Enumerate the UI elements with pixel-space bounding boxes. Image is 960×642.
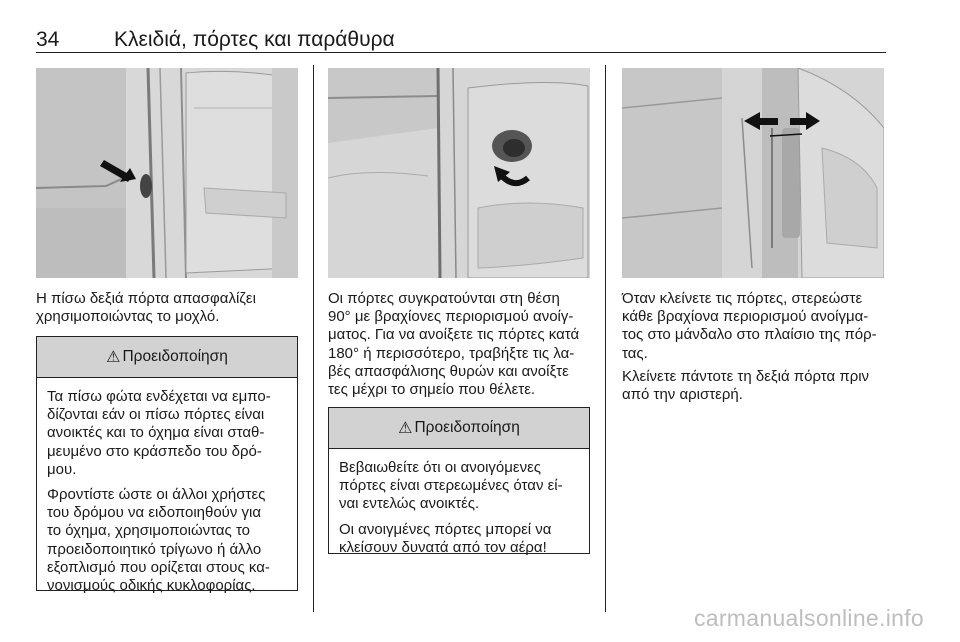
warning-paragraph: Βεβαιωθείτε ότι οι ανοιγόμενες πόρτες είναι στερεωμένες όταν εί- ναι εντελώς ανοικτές. [339, 459, 563, 513]
chapter-title: Κλειδιά, πόρτες και παράθυρα [114, 28, 395, 51]
illustration-door-lever-drawing [36, 68, 298, 278]
illustration-door-lever [36, 68, 298, 278]
warning-paragraph: Φροντίστε ώστε οι άλλοι χρήστες του δρόμου να ειδοποιηθούν για το όχημα, χρησιμοποιώντας το προειδοποιητικό τρίγωνο ή άλλο εξοπλισμό που ορίζεται στους κα- νονισμούς οδικής κυκλοφορίας. [47, 486, 270, 595]
warning-box-2 [328, 407, 590, 554]
warning-box-1 [36, 336, 298, 595]
warning-body [37, 378, 297, 595]
column-divider [605, 65, 606, 612]
column-3-text: Όταν κλείνετε τις πόρτες, στερεώστε κάθε βραχίονα περιορισμού ανοίγμα- τος στο μάνδαλο στο πλαίσιο της πόρ- τας. [622, 290, 877, 362]
warning-paragraph: Τα πίσω φώτα ενδέχεται να εμπο- δίζονται εάν οι πίσω πόρτες είναι ανοικτές και το όχημα είναι σταθ- μευμένο στο κράσπεδο του δρό- μου. [47, 388, 271, 478]
column-2-text: Οι πόρτες συγκρατούνται στη θέση 90° με βραχίονες περιορισμού ανοίγ- ματος. Για να ανοίξετε τις πόρτες κατά 180° ή περισσότερο, τραβήξτε τις λα- βές απασφάλισης θυρών και ανοίξτε τες μέχρι το σημείο που θέλετε. [328, 290, 580, 399]
illustration-hinge-drawing [622, 68, 884, 278]
illustration-hinge [622, 68, 884, 278]
illustration-door-stop [328, 68, 590, 278]
warning-triangle-icon: ⚠ [398, 420, 413, 437]
watermark: carmanualsonline.info [693, 605, 924, 631]
header-rule [36, 52, 886, 53]
column-1-text: Η πίσω δεξιά πόρτα απασφαλίζει χρησιμοποιώντας το μοχλό. [36, 290, 256, 326]
warning-triangle-icon: ⚠ [106, 349, 121, 366]
page-number: 34 [36, 28, 60, 51]
warning-header: ⚠ Προειδοποίηση [329, 408, 589, 449]
illustration-door-stop-drawing [328, 68, 590, 278]
column-divider [313, 65, 314, 612]
warning-body [329, 449, 589, 557]
warning-header: ⚠ Προειδοποίηση [37, 337, 297, 378]
warning-paragraph: Οι ανοιγμένες πόρτες μπορεί να κλείσουν δυνατά από τον αέρα! [339, 520, 552, 556]
column-3-text-2: Κλείνετε πάντοτε τη δεξιά πόρτα πριν από την αριστερή. [622, 368, 870, 404]
